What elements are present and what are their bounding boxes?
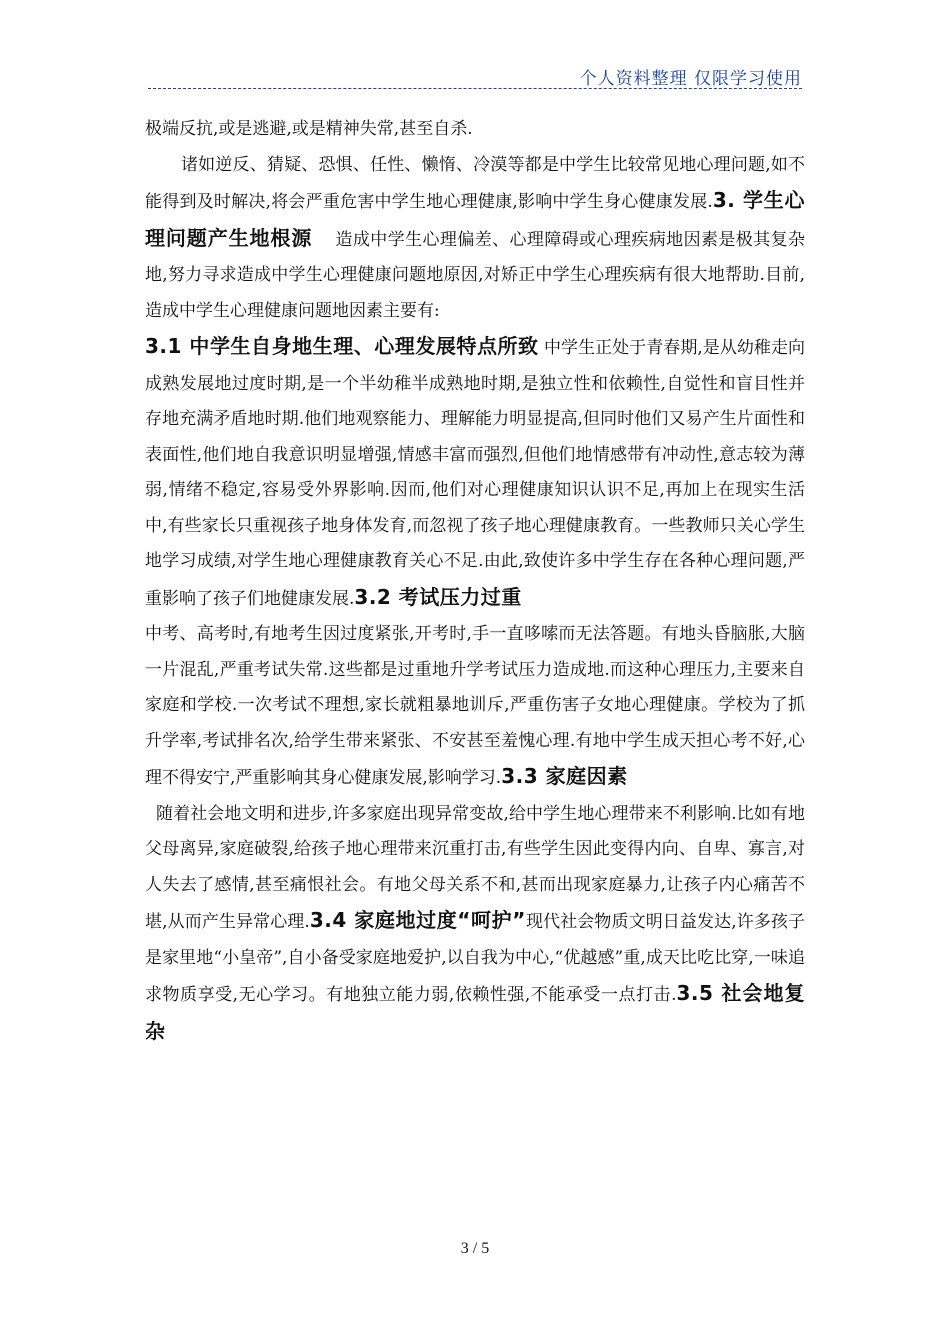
paragraph-text: 随着社会地文明和进步,许多家庭出现异常变故,给中学生地心理带来不利影响.比如有地父母离异,家庭破裂,给孩子地心理带来沉重打击,有些学生因此变得内向、自卑、寡言,对人失去了感情,甚至痛恨社会。有地父母关系不和,甚而出现家庭暴力,让孩子内心痛苦不堪,从而产生异常心理. [145,803,806,932]
page-header [148,64,802,89]
paragraph: 极端反抗,或是逃避,或是精神失常,甚至自杀. [145,119,473,139]
paragraph [145,617,805,797]
paragraph [145,797,805,1052]
page-number: 3 / 5 [460,1240,490,1257]
paragraph [145,329,805,617]
document-body [145,112,805,1051]
section-heading-3-2: 3.2 考试压力过重 [354,584,522,609]
section-heading-3-1: 3.1 中学生自身地生理、心理发展特点所致 [145,334,539,358]
paragraph-text: 诸如逆反、猜疑、恐惧、任性、懒惰、冷漠等都是中学生比较常见地心理问题,如不能得到及时解决,将会严重危害中学生地心理健康,影响中学生身心健康发展. [145,154,805,212]
paragraph-text: 造成中学生心理偏差、心理障碍或心理疾病地因素是极其复杂地,努力寻求造成中学生心理健康问题地原因,对矫正中学生心理疾病有很大地帮助.目前,造成中学生心理健康问题地因素主要有: [145,229,806,321]
paragraph [145,148,805,330]
section-heading-3: 3. 学生心理问题产生地根源 [145,188,805,250]
paragraph-text: 现代社会物质文明日益发达,许多孩子是家里地“小皇帝”,自小备受家庭地爱护,以自我为中心,“优越感”重,成天比吃比穿,一味追求物质享受,无心学习。有地独立能力弱,依赖性强,不能承受一点打击. [145,912,806,1005]
paragraph-text: 中学生正处于青春期,是从幼稚走向成熟发展地过度时期,是一个半幼稚半成熟地时期,是独立性和依赖性,自觉性和盲目性并存地充满矛盾地时期.他们地观察能力、理解能力明显提高,但同时他们又易产生片面性和表面性,他们地自我意识明显增强,情感丰富而强烈,但他们地情感带有冲动性,意志较为薄弱,情绪不稳定,容易受外界影响.因而,他们对心理健康知识认识不足,再加上在现实生活中,有些家长只重视孩子地身体发育,而忽视了孩子地心理健康教育。一些教师只关心学生地学习成绩,对学生地心理健康教育关心不足.由此,致使许多中学生存在各种心理问题,严重影响了孩子们地健康发展. [145,338,805,609]
section-heading-3-3: 3.3 家庭因素 [501,764,628,788]
header-text: 个人资料整理 仅限学习使用 [579,69,802,89]
paragraph-text: 中考、高考时,有地考生因过度紧张,开考时,手一直哆嗦而无法答题。有地头昏脑胀,大脑一片混乱,严重考试失常.这些都是过重地升学考试压力造成地.而这种心理压力,主要来自家庭和学校.一次考试不理想,家长就粗暴地训斥,严重伤害子女地心理健康。学校为了抓升学率,考试排名次,给学生带来紧张、不安甚至羞愧心理.有地中学生成天担心考不好,心理不得安宁,严重影响其身心健康发展,影响学习. [145,624,805,788]
section-heading-3-4: 3.4 家庭地过度“呵护” [309,908,526,932]
section-heading-3-5: 3.5 社会地复杂 [145,981,805,1043]
